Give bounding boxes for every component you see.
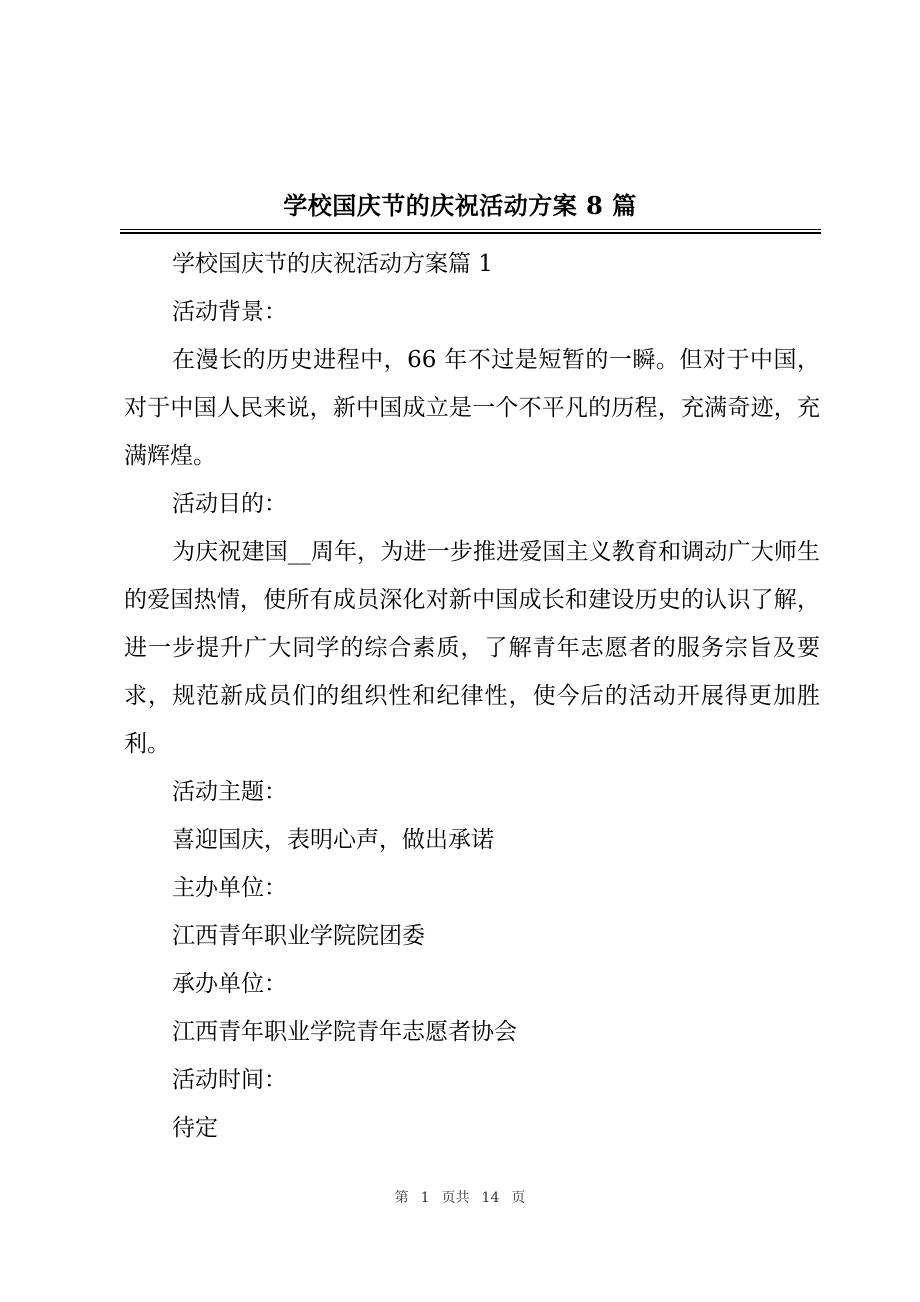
paragraph-purpose: 为庆祝建国__周年，为进一步推进爱国主义教育和调动广大师生的爱国热情，使所有成员深化对新中国成长和建设历史的认识了解，进一步提升广大同学的综合素质，了解青年志愿者的服务宗旨及要求，规范新成员们的组织性和纪律性，使今后的活动开展得更加胜利。 <box>124 539 820 757</box>
footer-mid: 页共 <box>441 1190 470 1206</box>
footer-current-page: 1 <box>420 1190 430 1206</box>
footer-suffix: 页 <box>511 1190 526 1206</box>
title-divider-thick <box>120 232 821 234</box>
title-divider-thin <box>120 229 821 230</box>
section-heading: 学校国庆节的庆祝活动方案篇 1 <box>172 251 493 277</box>
value-organizer: 江西青年职业学院院团委 <box>172 923 425 949</box>
label-organizer: 主办单位： <box>172 875 287 901</box>
value-time: 待定 <box>172 1115 218 1141</box>
document-title: 学校国庆节的庆祝活动方案 8 篇 <box>283 191 637 220</box>
footer-total-pages: 14 <box>481 1190 500 1206</box>
page-footer <box>0 1186 920 1210</box>
value-theme: 喜迎国庆，表明心声，做出承诺 <box>172 827 494 853</box>
label-time: 活动时间： <box>172 1067 287 1093</box>
paragraph-background: 在漫长的历史进程中，66 年不过是短暂的一瞬。但对于中国，对于中国人民来说，新中国成立是一个不平凡的历程，充满奇迹，充满辉煌。 <box>124 347 820 469</box>
label-purpose: 活动目的： <box>172 491 287 517</box>
document-body <box>124 240 820 1152</box>
label-host: 承办单位： <box>172 971 287 997</box>
label-background: 活动背景： <box>172 299 287 325</box>
label-theme: 活动主题： <box>172 779 287 805</box>
footer-prefix: 第 <box>394 1190 409 1206</box>
value-host: 江西青年职业学院青年志愿者协会 <box>172 1019 517 1045</box>
